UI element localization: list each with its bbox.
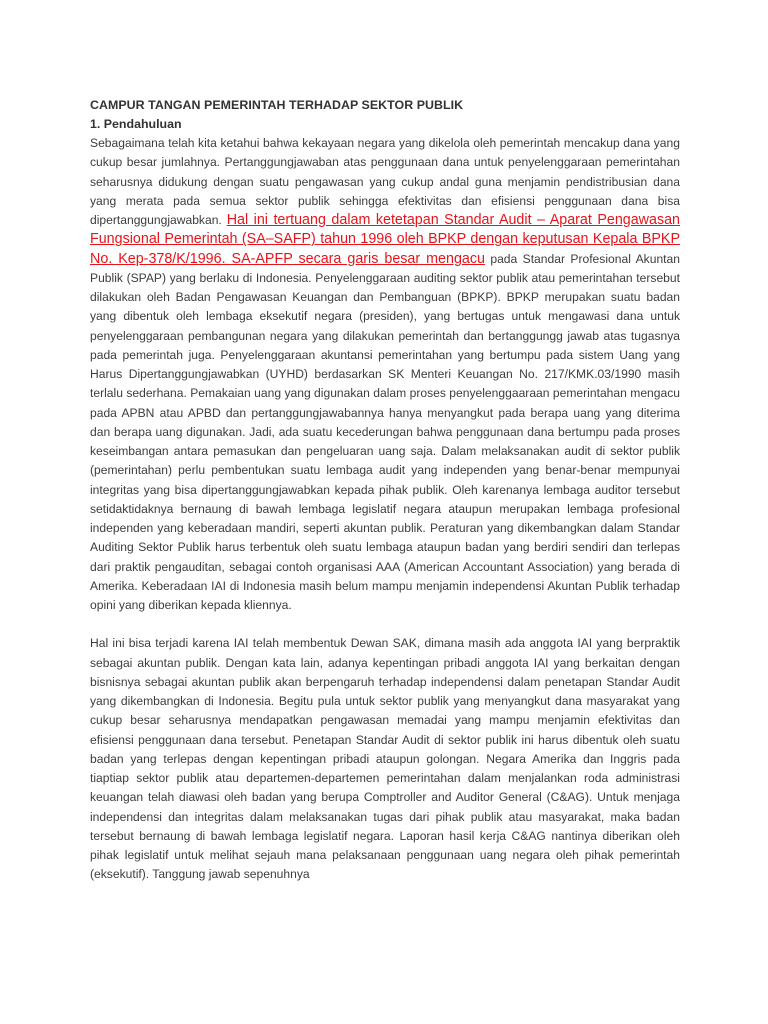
document-title: CAMPUR TANGAN PEMERINTAH TERHADAP SEKTOR PUBLIK <box>90 98 464 112</box>
paragraph-second: Hal ini bisa terjadi karena IAI telah membentuk Dewan SAK, dimana masih ada anggota IAI yang berpraktik sebagai akuntan publik. Dengan kata lain, adanya kepentingan pribadi anggota IAI yang berkaitan dengan bisnisnya sebagai akuntan publik akan berpengaruh terhadap independensi dalam penetapan Standar Audit yang dikembangkan di Indonesia. Begitu pula untuk sektor publik yang menyangkut dana masyarakat yang cukup besar seharusnya mendapatkan pengawasan memadai yang mampu menjamin efektivitas dan efisiensi penggunaan dana tersebut. Penetapan Standar Audit di sektor publik ini harus dibentuk oleh suatu badan yang terlepas dengan kepentingan pribadi ataupun golongan. Negara Amerika dan Inggris pada tiaptiap sektor publik atau departemen-departemen pemerintahan dalam menjalankan roda administrasi keuangan telah diawasi oleh badan yang berupa Comptroller and Auditor General (C&AG). Untuk menjaga independensi dan integritas dalam melaksanakan tugas dari pihak publik atau masyarakat, maka badan tersebut bernaung di bawah lembaga legislatif negara. Laporan hasil kerja C&AG nantinya diberikan oleh pihak legislatif untuk melihat sejauh mana pelaksanaan penggunaan uang negara oleh pihak pemerintah (eksekutif). Tanggung jawab sepenuhnya <box>90 636 680 882</box>
paragraph-introduction-part2: pada Standar Profesional Akuntan Publik (SPAP) yang berlaku di Indonesia. Penyelenggaraan auditing sektor publik atau pemerintahan tersebut dilakukan oleh Badan Pengawasan Keuangan dan Pembanguan (BPKP). BPKP merupakan suatu badan yang dibentuk oleh lembaga eksekutif negara (presiden), yang bertugas untuk mengawasi dana untuk penyelenggaraan pembangunan negara yang dilakukan pemerintah dan bertanggungg jawab atas tugasnya pada pemerintah juga. Penyelenggaraan akuntansi pemerintahan yang bertumpu pada sistem Uang yang Harus Dipertanggungjawabkan (UYHD) berdasarkan SK Menteri Keuangan No. 217/KMK.03/1990 masih terlalu sederhana. Pemakaian uang yang digunakan dalam proses penyelenggaaraan pemerintahan mengacu pada APBN atau APBD dan pertanggungjawabannya hanya menyangkut pada berapa uang yang diterima dan berapa uang digunakan. Jadi, ada suatu kecederungan bahwa penggunaan dana bertumpu pada proses keseimbangan antara pemasukan dan pengeluaran uang saja. Dalam melaksanakan audit di sektor publik (pemerintahan) perlu pembentukan suatu lembaga audit yang independen yang benar-benar mempunyai integritas yang bisa dipertanggungjawabkan kepada pihak publik. Oleh karenanya lembaga auditor tersebut setidaktidaknya bernaung di bawah lembaga legislatif negara ataupun merupakan lembaga profesional independen yang keberadaan mandiri, seperti akuntan publik. Peraturan yang dikembangkan dalam Standar Auditing Sektor Publik harus terbentuk oleh suatu lembaga ataupun badan yang berdiri sendiri dan terlepas dari praktik pengauditan, sebagai contoh organisasi AAA (American Accountant Association) yang berada di Amerika. Keberadaan IAI di Indonesia masih belum mampu menjamin independensi Akuntan Publik terhadap opini yang diberikan kepada kliennya. <box>90 251 680 612</box>
section-heading: 1. Pendahuluan <box>90 117 182 131</box>
paragraph-introduction-part1: Sebagaimana telah kita ketahui bahwa kekayaan negara yang dikelola oleh pemerintah mencakup dana yang cukup besar jumlahnya. Pertanggungjawaban atas penggunaan dana untuk penyelenggaraan pemerintahan seharusnya didukung dengan suatu pengawasan yang cukup andal guna menjamin pendistribusian dana yang merata pada semua sektor publik sehingga efektivitas dan efisiensi penggunaan dana bisa dipertanggungjawabkan. <box>90 136 680 227</box>
paragraph-introduction <box>90 134 680 615</box>
document-page <box>90 96 680 885</box>
highlighted-reference-text: Hal ini tertuang dalam ketetapan Standar Audit – Aparat Pengawasan Fungsional Pemerintah (SA–SAFP) tahun 1996 oleh BPKP dengan keputusan Kepala BPKP No. Kep-378/K/1996. SA-APFP secara garis besar mengacu <box>90 212 680 267</box>
